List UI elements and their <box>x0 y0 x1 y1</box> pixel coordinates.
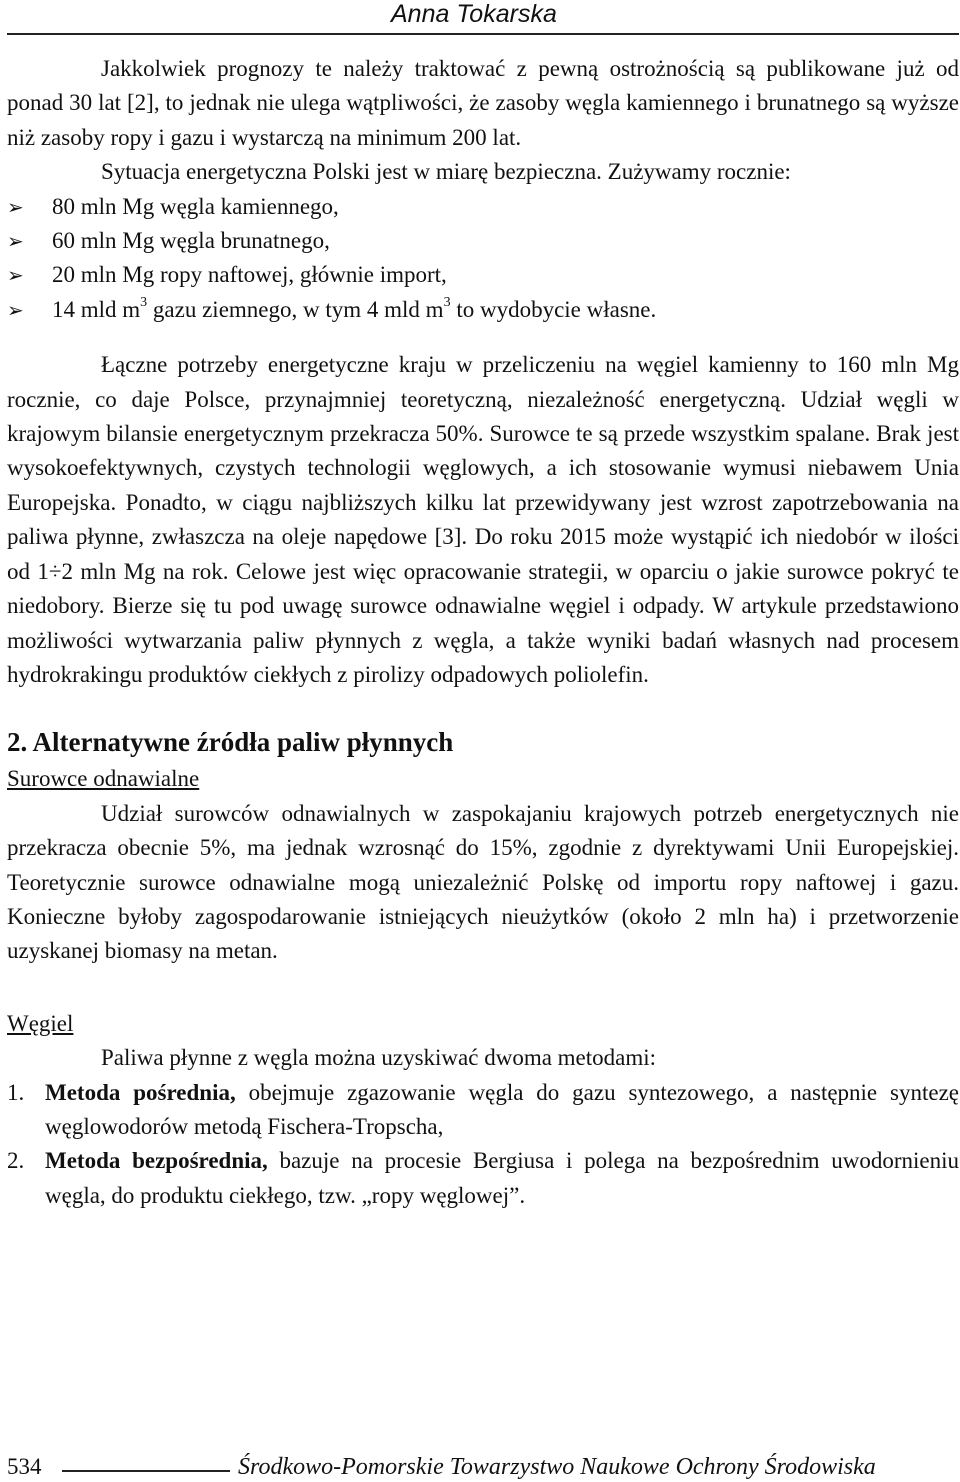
subsection-heading-renewables: Surowce odnawialne <box>7 766 200 792</box>
running-header-author: Anna Tokarska <box>391 0 557 28</box>
superscript-3: 3 <box>140 295 148 311</box>
subsection-heading-coal: Węgiel <box>7 1010 74 1036</box>
list-item <box>7 1144 959 1213</box>
body-paragraph: Łączne potrzeby energetyczne kraju w przeliczeniu na węgiel kamienny to 160 mln Mg rocznie, co daje Polsce, przynajmniej teoretyczną, niezależność energetyczną. Udział węgli w krajowym bilansie energetycznym przekracza 50%. Surowce te są przede wszystkim spalane. Brak jest wysokoefektywnych, czystych technologii węglowych, a ich stosowanie wymusi niebawem Unia Europejska. Ponadto, w ciągu najbliższych kilku lat przewidywany jest wzrost zapotrzebowania na paliwa płynne, zwłaszcza na oleje napędowe [3]. Do roku 2015 może wystąpić ich niedobór w ilości od 1÷2 mln Mg na rok. Celowe jest więc opracowanie strategii, w oparciu o jakie surowce pokryć te niedobory. Bierze się tu pod uwagę surowce odnawialne węgiel i odpady. W artykule przedstawiono możliwości wytwarzania paliw płynnych z węgla, a także wyniki badań własnych nad procesem hydrokrakingu produktów ciekłych z pirolizy odpadowych poliolefin. <box>7 352 959 687</box>
arrow-bullet-icon: ➢ <box>7 229 24 254</box>
method-description: obejmuje zgazowanie węgla do gazu syntezowego, a następnie syntezę węglowodorów metodą Fischera-Tropscha, <box>45 1079 959 1139</box>
list-item-text-b: gazu ziemnego, w tym 4 mld m <box>147 296 444 322</box>
intro-paragraph-1: Jakkolwiek prognozy te należy traktować z pewną ostrożnością są publikowane już od ponad 30 lat [2], to jednak nie ulega wątpliwości, że zasoby węgla kamiennego i brunatnego są wyższe niż zasoby ropy i gazu i wystarczą na minimum 200 lat. <box>7 56 959 150</box>
coal-intro-paragraph: Paliwa płynne z węgla można uzyskiwać dwoma metodami: <box>101 1045 657 1071</box>
consumption-list <box>7 190 959 328</box>
list-item <box>7 1076 959 1145</box>
method-description: bazuje na procesie Bergiusa i polega na bezpośrednim uwodornieniu węgla, do produktu ciekłego, tzw. „ropy węglowej”. <box>45 1148 960 1208</box>
list-item-text: 80 mln Mg węgla kamiennego, <box>52 193 339 219</box>
page-number: 534 <box>7 1454 42 1479</box>
list-number: 2. <box>7 1148 25 1174</box>
list-item-text-a: 14 mld m <box>52 296 141 322</box>
list-number: 1. <box>7 1079 25 1105</box>
intro-paragraph-2: Sytuacja energetyczna Polski jest w miarę bezpieczna. Zużywamy rocznie: <box>101 159 791 185</box>
renewables-paragraph: Udział surowców odnawialnych w zaspokajaniu krajowych potrzeb energetycznych nie przekracza obecnie 5%, ma jednak wzrosnąć do 15%, zgodnie z dyrektywami Unii Europejskiej. Teoretycznie surowce odnawialne mogą uniezależnić Polskę od importu ropy naftowej i gazu. Konieczne byłoby zagospodarowanie istniejących nieużytków (około 2 mln ha) i przetworzenie uzyskanej biomasy na metan. <box>7 800 959 964</box>
footer-divider <box>62 1470 230 1472</box>
section-heading: 2. Alternatywne źródła paliw płynnych <box>7 727 454 758</box>
superscript-3: 3 <box>443 295 451 311</box>
list-item-text-c: to wydobycie własne. <box>450 296 657 322</box>
method-name: Metoda pośrednia, <box>45 1079 236 1105</box>
list-item <box>7 258 959 292</box>
list-item <box>7 224 959 258</box>
running-footer-society: Środkowo-Pomorskie Towarzystwo Naukowe Ochrony Środowiska <box>238 1454 876 1480</box>
list-item-text: 60 mln Mg węgla brunatnego, <box>52 228 330 254</box>
page-body <box>7 52 959 1213</box>
list-item-text: 20 mln Mg ropy naftowej, głównie import, <box>52 262 447 288</box>
arrow-bullet-icon: ➢ <box>7 194 24 219</box>
header-divider <box>7 33 959 35</box>
arrow-bullet-icon: ➢ <box>7 263 24 288</box>
methods-list <box>7 1076 959 1214</box>
method-name: Metoda bezpośrednia, <box>45 1148 268 1174</box>
list-item <box>7 293 959 327</box>
list-item <box>7 190 959 224</box>
arrow-bullet-icon: ➢ <box>7 297 24 322</box>
